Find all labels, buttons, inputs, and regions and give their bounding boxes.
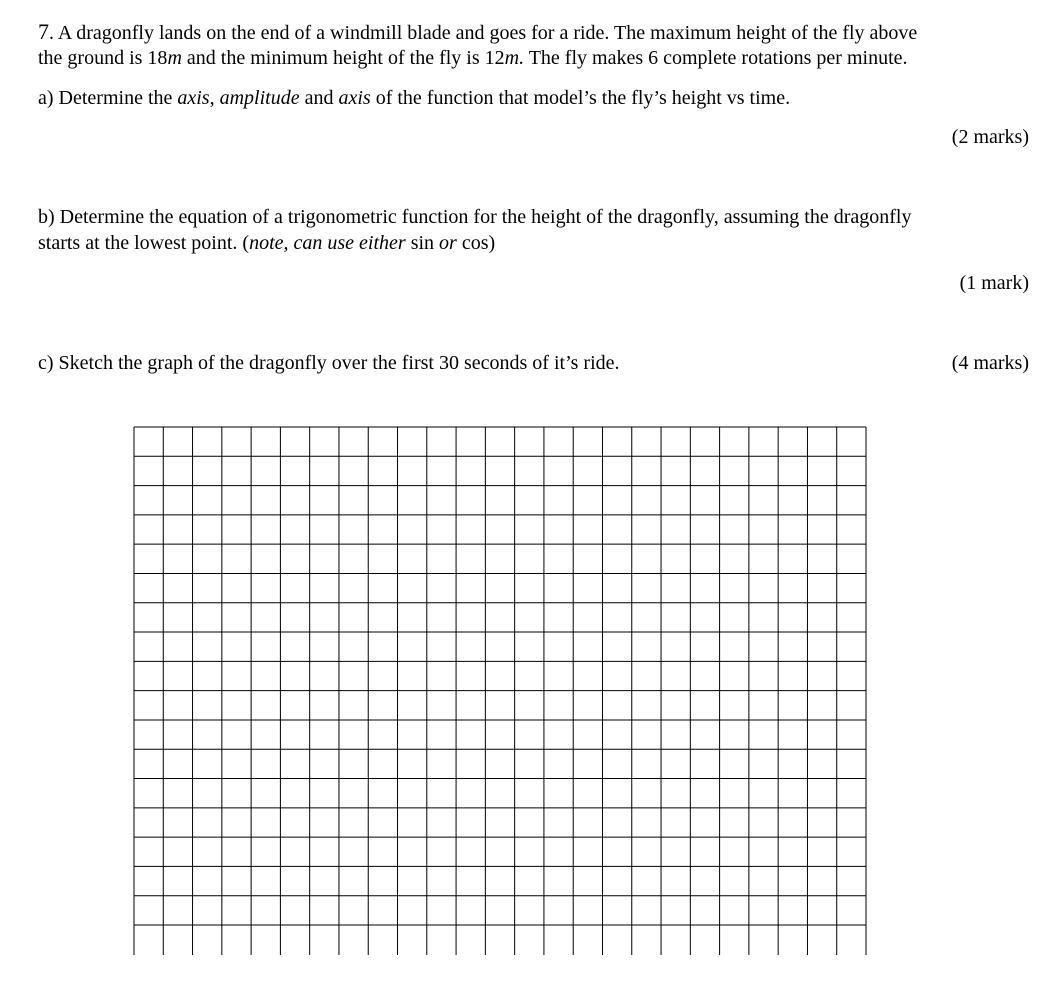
part-c-marks: (4 marks) [951,352,1029,374]
part-b-sin: sin [405,232,440,254]
intro-text-c: The fly makes 6 complete rotations per minute. [524,47,908,69]
question-number: 7 [38,19,49,44]
part-a-prefix: a) Determine the [38,87,178,109]
intro-unit-2: m. [504,47,525,69]
part-a-sep-2: and [299,87,339,109]
intro-unit-1: m [167,47,182,69]
part-b-or: or [439,232,457,254]
part-a-term-axis: axis [177,87,210,109]
part-b-marks: (1 mark) [959,272,1029,294]
part-b-cos: cos) [456,232,496,254]
part-a-term-amplitude: amplitude [219,87,300,109]
intro-text-a: the ground is 18 [38,47,168,69]
intro-text-b: and the minimum height of the fly is 12 [181,47,505,69]
part-b-line-1: b) Determine the equation of a trigonometric function for the height of the dragonfly, assuming the dragonfly [38,206,912,228]
part-b-note: note, can use either [249,232,406,254]
part-b-prefix: starts at the lowest point. ( [38,232,250,254]
part-a-term-axis-2: axis [338,87,371,109]
question-intro-text-1: . A dragonfly lands on the end of a windmill blade and goes for a ride. The maximum height of the fly above [49,22,918,44]
part-a-marks: (2 marks) [951,126,1029,148]
part-a-sep-1: , [209,87,220,109]
part-a-suffix: of the function that model’s the fly’s height vs time. [370,87,791,109]
part-c-text: c) Sketch the graph of the dragonfly over the first 30 seconds of it’s ride. [38,352,620,374]
